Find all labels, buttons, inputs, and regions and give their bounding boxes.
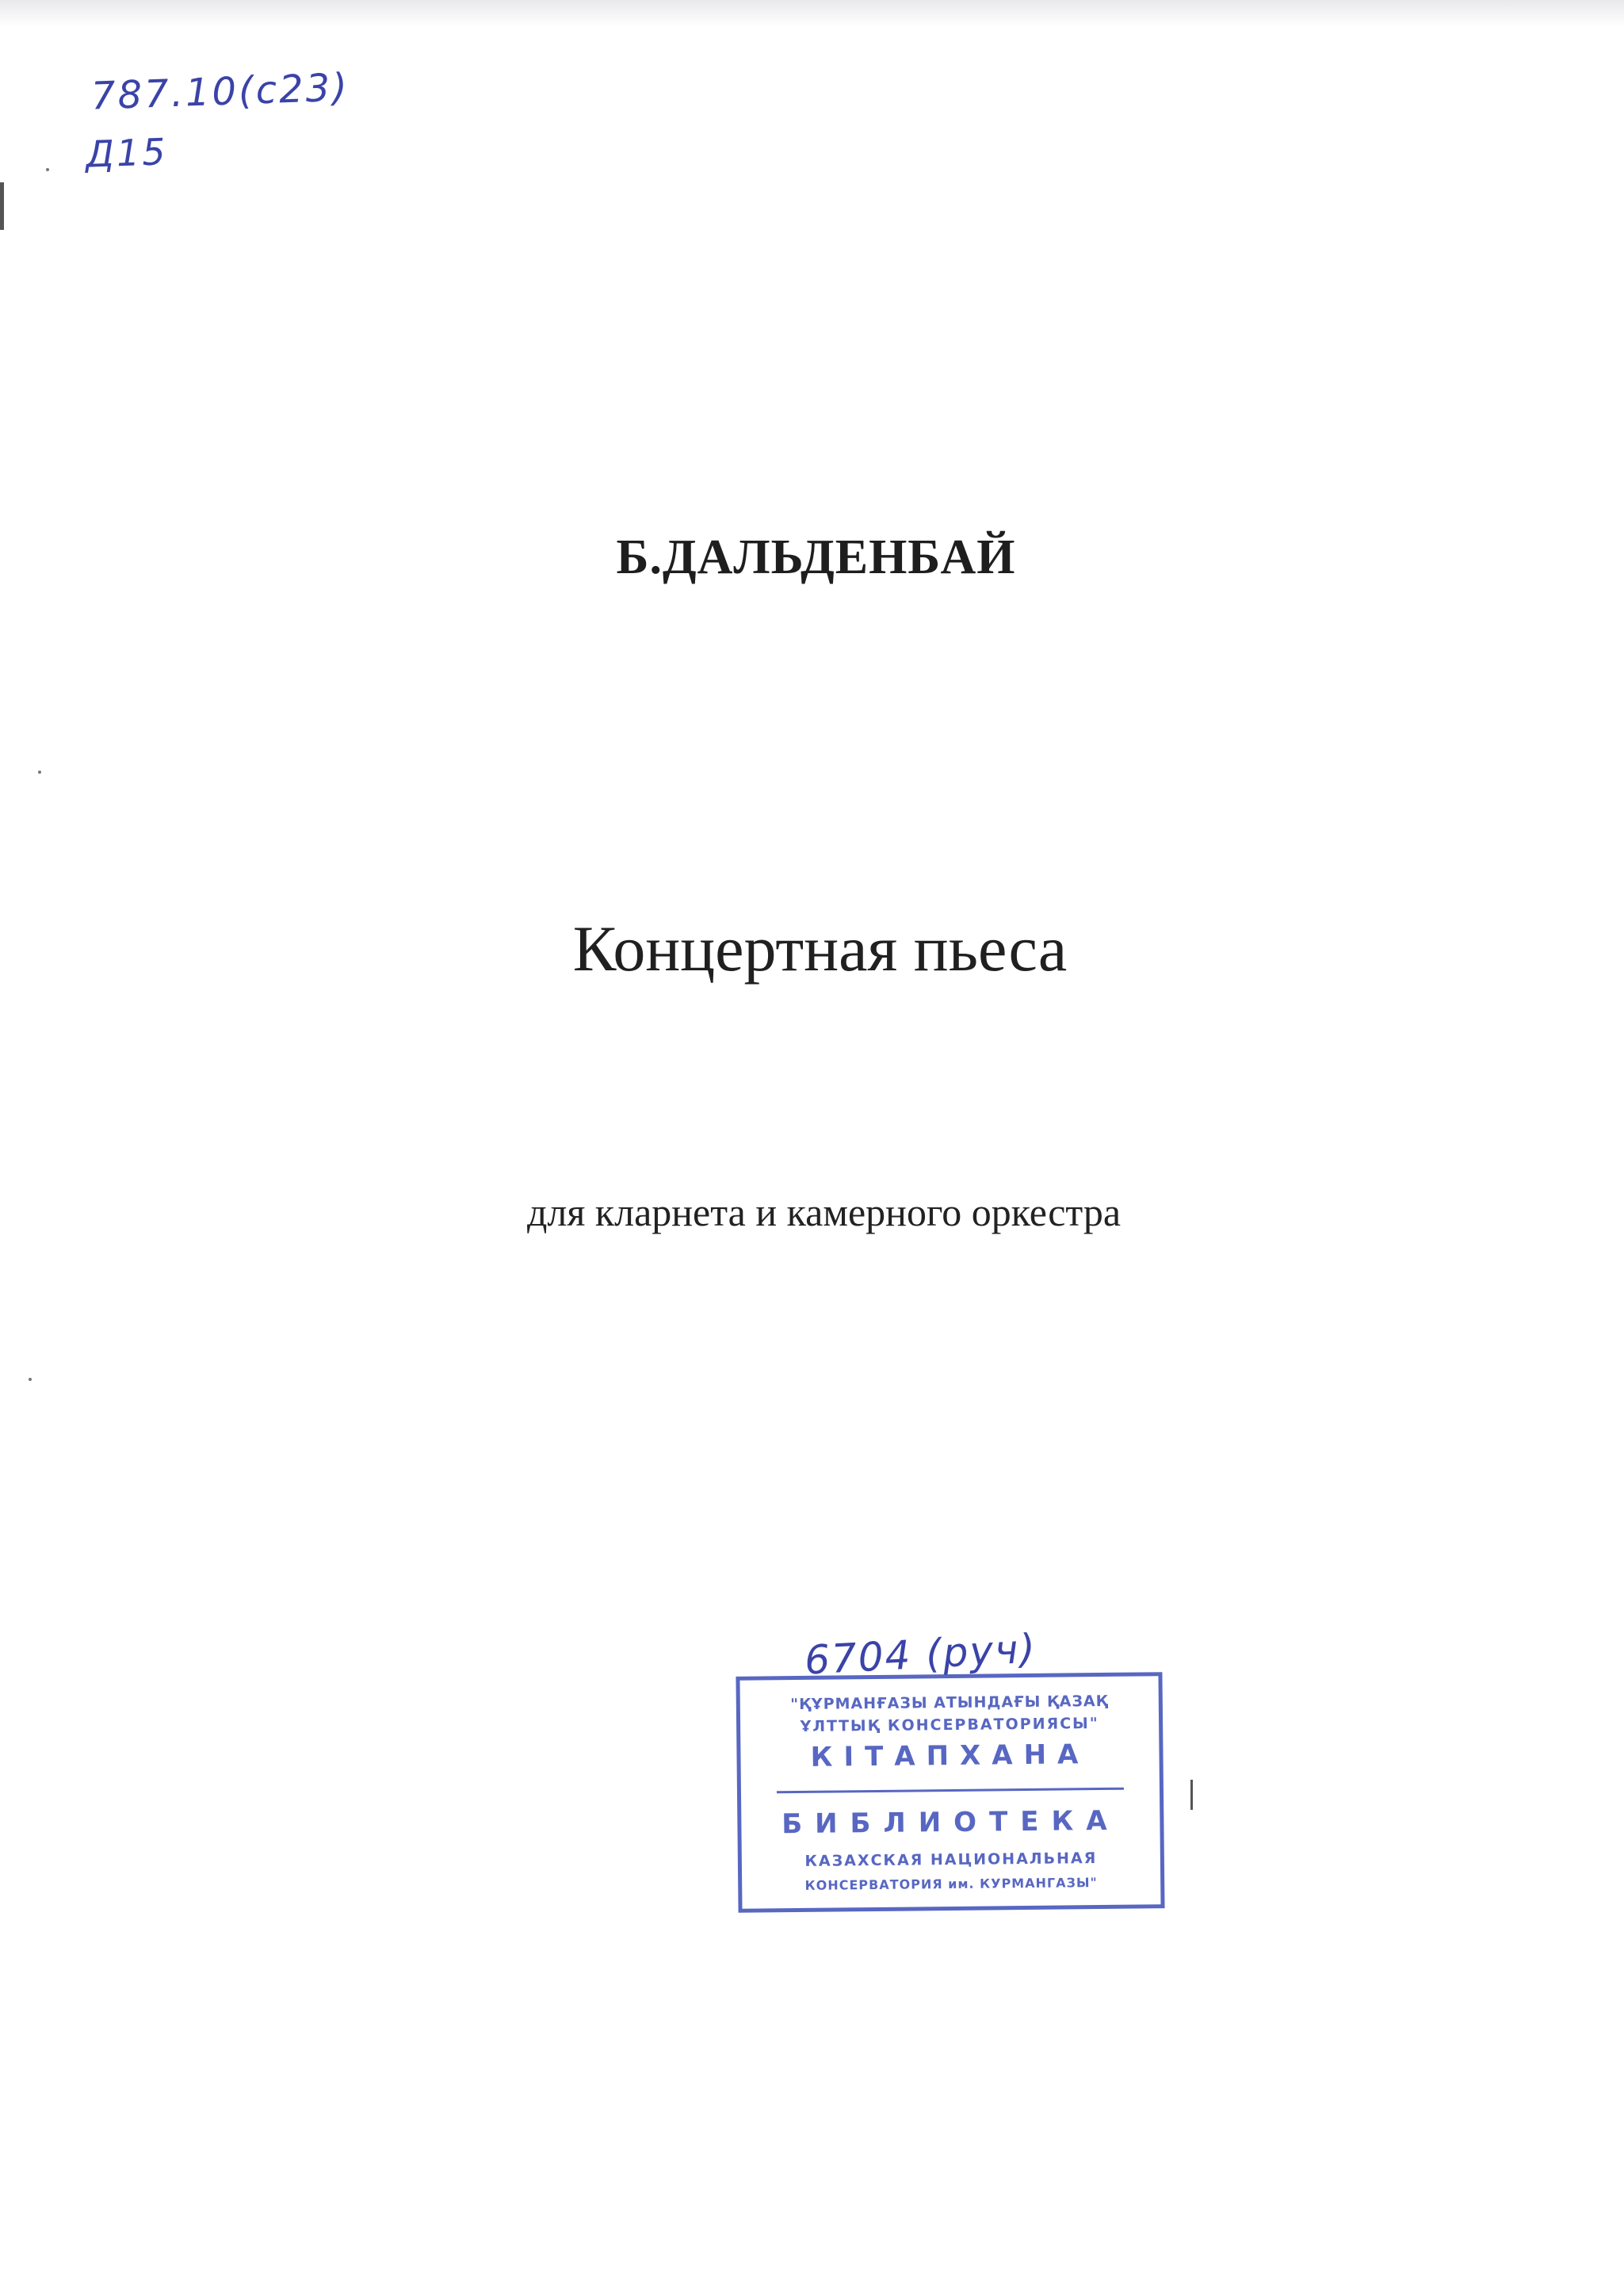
stamp-line: КОНСЕРВАТОРИЯ им. КУРМАНГАЗЫ" [804,1875,1098,1893]
stamp-line: "ҚҰРМАНҒАЗЫ АТЫНДАҒЫ ҚАЗАҚ [790,1692,1109,1714]
library-stamp [736,1672,1164,1913]
instrumentation-subtitle: для кларнета и камерного оркестра [526,1190,1122,1234]
shelf-mark-handwritten: 787.10(с23) [90,65,350,119]
work-title: Концертная пьеса [572,912,1068,985]
scan-edge-mark [1190,1780,1193,1810]
dust-speck [46,168,49,171]
dust-speck [29,1378,32,1381]
composer-name: Б.ДАЛЬДЕНБАЙ [616,530,1016,584]
shelf-mark-handwritten-line-2: Д15 [85,130,169,176]
stamp-line: ҰЛТТЫҚ КОНСЕРВАТОРИЯСЫ" [800,1715,1099,1735]
stamp-line: КАЗАХСКАЯ НАЦИОНАЛЬНАЯ [804,1849,1098,1870]
accession-number-handwritten: 6704 (руч) [803,1625,1038,1684]
stamp-line: БИБЛИОТЕКА [781,1804,1120,1841]
stamp-divider [777,1788,1124,1794]
stamp-line: КІТАПХАНА [810,1738,1090,1773]
scan-edge-shade [0,0,1624,27]
dust-speck [38,771,41,774]
scan-edge-mark [0,182,4,230]
